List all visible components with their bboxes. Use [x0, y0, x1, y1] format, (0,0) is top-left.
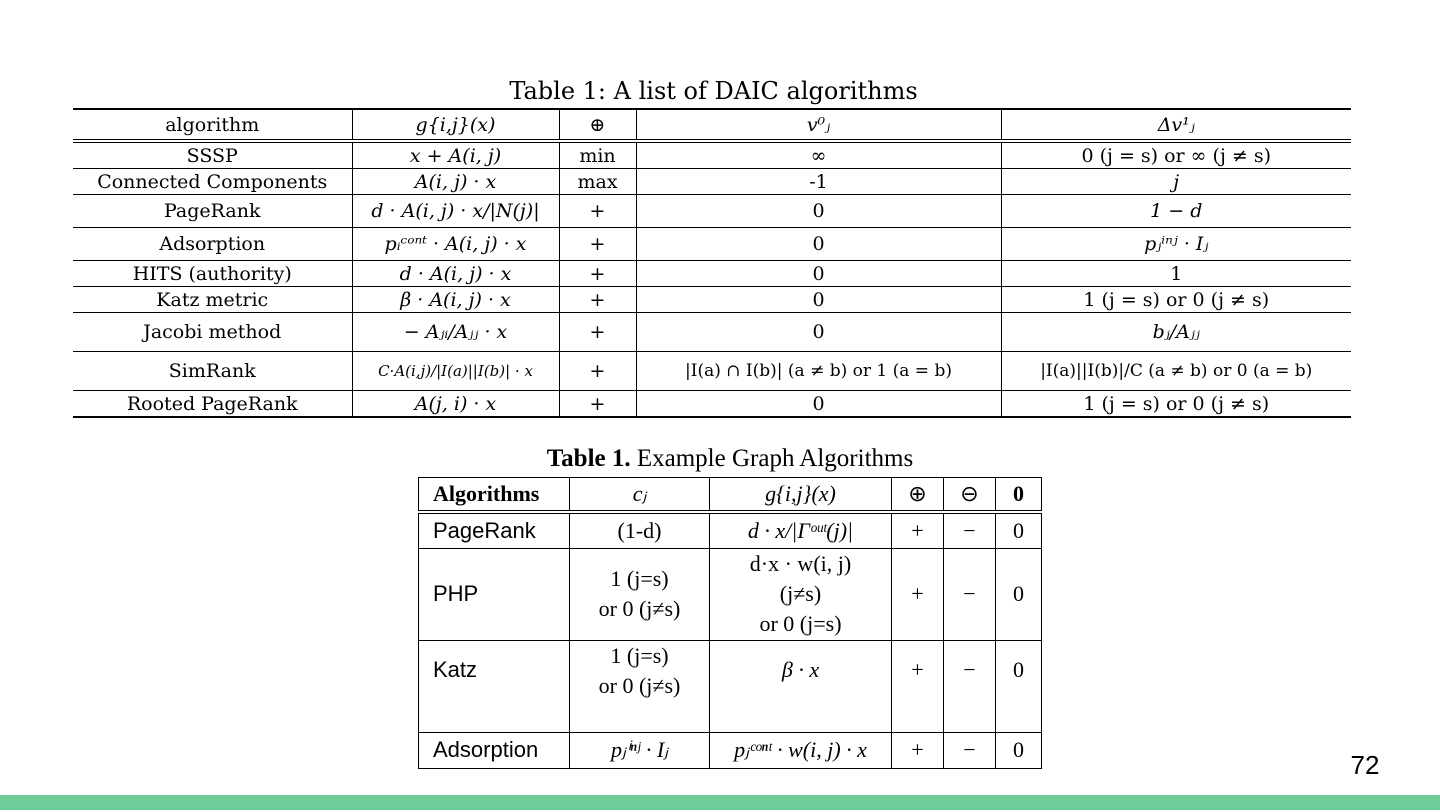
table2-cell-line: pⱼᶜᵒⁿᵗ · w(i, j) · x: [734, 737, 867, 762]
table1-header-cell: Δv¹ⱼ: [1001, 109, 1351, 141]
table1-cell: 0: [636, 261, 1001, 287]
table-row: [419, 512, 1042, 548]
table2-header-cell: ⊕: [892, 478, 944, 513]
table1-cell: j: [1001, 169, 1351, 195]
table1-cell: 1 (j = s) or 0 (j ≠ s): [1001, 391, 1351, 418]
table2-cell-line: d · x/|Γᵒᵘᵗ(j)|: [747, 517, 854, 543]
table1-cell: d · A(i, j) · x/|N(j)|: [352, 195, 559, 228]
table2-cell: −: [944, 732, 996, 768]
table2-cell-name: PHP: [419, 548, 570, 640]
table2-cell-line: 1 (j=s): [610, 642, 669, 668]
table2-cell: [710, 640, 892, 732]
table-row: [419, 732, 1042, 768]
table2-cell-name: PageRank: [419, 512, 570, 548]
table2-cell: [710, 548, 892, 640]
table1-cell: +: [559, 195, 636, 228]
example-graph-algorithms-table: [418, 477, 1042, 769]
table1-cell: − Aⱼᵢ/Aⱼⱼ · x: [352, 313, 559, 352]
table1-cell: Adsorption: [73, 228, 352, 261]
table-row: [419, 548, 1042, 640]
table2-cell: 0: [996, 640, 1042, 732]
table1-cell: pⱼⁱⁿʲ · Iⱼ: [1001, 228, 1351, 261]
table1-cell: A(j, i) · x: [352, 391, 559, 418]
table2-header-cell: 0: [996, 478, 1042, 513]
table-row: [73, 228, 1351, 261]
table1-cell: bⱼ/Aⱼⱼ: [1001, 313, 1351, 352]
table2-cell: −: [944, 640, 996, 732]
table-row: [73, 287, 1351, 313]
table1-cell: 0: [636, 313, 1001, 352]
table1-cell: +: [559, 228, 636, 261]
table1-cell: min: [559, 141, 636, 169]
table1-header-cell: g{i,j}(x): [352, 109, 559, 141]
table2-cell-line: pⱼⁱⁿʲ · Iⱼ: [611, 737, 668, 762]
table1-cell: PageRank: [73, 195, 352, 228]
table2-cell-line: 1 (j=s): [610, 566, 669, 591]
table1-cell: +: [559, 352, 636, 391]
table1-cell: Rooted PageRank: [126, 392, 298, 415]
table1-cell: 0 (j = s) or ∞ (j ≠ s): [1001, 141, 1351, 169]
footer-bar: [0, 795, 1440, 810]
table1-cell: β · A(i, j) · x: [352, 287, 559, 313]
table2-cell: −: [944, 548, 996, 640]
table-row: [73, 141, 1351, 169]
table2-header-cell: Algorithms: [419, 478, 570, 513]
table2-cell-name: Adsorption: [419, 732, 570, 768]
table2-cell-line: (1-d): [617, 517, 662, 543]
table2-cell: [710, 732, 892, 768]
table2-cell: [570, 640, 710, 732]
table1-cell: SSSP: [73, 141, 352, 169]
daic-algorithms-table: [73, 108, 1351, 418]
table1-cell: 0: [636, 195, 1001, 228]
table2-cell: −: [944, 512, 996, 548]
table1-cell: Connected Components: [73, 169, 352, 195]
table1-cell: 0: [636, 228, 1001, 261]
table1-cell: max: [559, 169, 636, 195]
table2-cell-name: Katz: [419, 640, 570, 732]
table1-cell: -1: [636, 169, 1001, 195]
table1-cell: 1: [1001, 261, 1351, 287]
table1-cell: +: [559, 261, 636, 287]
table-row: [73, 352, 1351, 391]
table2-cell: 0: [996, 512, 1042, 548]
table1-cell: |I(a)||I(b)|/C (a ≠ b) or 0 (a = b): [1001, 352, 1351, 391]
table1-cell: ∞: [636, 141, 1001, 169]
table-row: [73, 313, 1351, 352]
table2-cell: [570, 732, 710, 768]
page-number: 72: [1350, 750, 1380, 780]
table1-cell: A(i, j) · x: [352, 169, 559, 195]
table-row: [73, 391, 1351, 418]
table1-cell: Katz metric: [73, 287, 352, 313]
table1-caption: Table 1: A list of DAIC algorithms: [509, 77, 918, 105]
table-row: [419, 640, 1042, 732]
table2-header-cell: g{i,j}(x): [710, 478, 892, 513]
table1-cell: x + A(i, j): [352, 141, 559, 169]
table1-cell: +: [559, 391, 636, 418]
table1-cell: 1 − d: [1001, 195, 1351, 228]
table1-header-cell: v⁰ⱼ: [636, 109, 1001, 141]
table-row: [73, 195, 1351, 228]
table1-cell: |I(a) ∩ I(b)| (a ≠ b) or 1 (a = b): [636, 352, 1001, 391]
table2-cell-line: or 0 (j=s): [759, 611, 842, 636]
table2-cell: 0: [996, 548, 1042, 640]
table1-cell: +: [559, 287, 636, 313]
table2-cell: +: [892, 512, 944, 548]
table1-cell: C·A(i,j)/|I(a)||I(b)| · x: [352, 352, 559, 391]
table2-cell: [570, 548, 710, 640]
table2-cell-line: or 0 (j≠s): [598, 672, 681, 698]
table1-cell: 0: [636, 391, 1001, 418]
table2-cell: 0: [996, 732, 1042, 768]
table1-cell: d · A(i, j) · x: [352, 261, 559, 287]
table2-cell: [710, 512, 892, 548]
table1-header-cell: algorithm: [73, 109, 352, 141]
table1-header-row: [73, 109, 1351, 141]
table2-cell: +: [892, 640, 944, 732]
table1-cell: Jacobi method: [73, 313, 352, 352]
table1-cell: pᵢᶜᵒⁿᵗ · A(i, j) · x: [352, 228, 559, 261]
table2-caption: [0, 445, 1440, 473]
table1-cell: 0: [636, 287, 1001, 313]
table1-cell: SimRank: [73, 352, 352, 391]
table1-cell: 1 (j = s) or 0 (j ≠ s): [1001, 287, 1351, 313]
table2-cell: +: [892, 548, 944, 640]
table2-caption-text: Example Graph Algorithms: [630, 445, 914, 472]
table2-header-cell: cⱼ: [570, 478, 710, 513]
table2-header-row: [419, 478, 1042, 513]
table2-caption-label: Table 1.: [546, 445, 631, 472]
table2-cell: +: [892, 732, 944, 768]
table2-cell-line: or 0 (j≠s): [598, 596, 681, 621]
table2-header-cell: ⊖: [944, 478, 996, 513]
table2-cell-line: β · x: [781, 656, 820, 682]
table-row: [73, 261, 1351, 287]
table1-cell: +: [559, 313, 636, 352]
table1-cell: HITS (authority): [73, 261, 352, 287]
table2-cell: [570, 512, 710, 548]
table2-cell-line: (j≠s): [779, 581, 822, 606]
table1-header-cell: ⊕: [559, 109, 636, 141]
table2-cell-line: d·x · w(i, j): [749, 551, 852, 576]
table-row: [73, 169, 1351, 195]
